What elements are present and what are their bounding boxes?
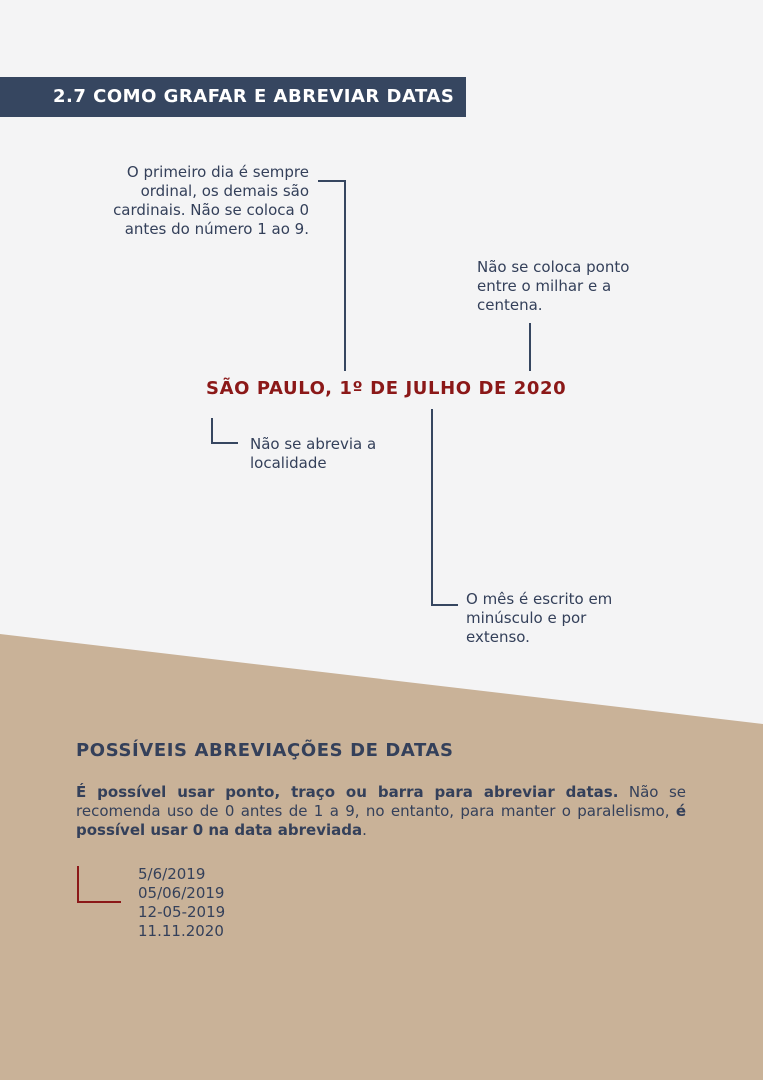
example-item: 5/6/2019 — [138, 865, 206, 883]
note-month: O mês é escrito em minúsculo e por extenso. — [466, 590, 613, 646]
abbreviation-bracket — [78, 866, 121, 902]
connector-localidade — [212, 418, 238, 443]
para-bold-2: é possível usar 0 na data abreviada — [76, 802, 686, 839]
abbreviations-paragraph — [76, 783, 686, 840]
note-ordinal-day: O primeiro dia é sempre ordinal, os demais são cardinais. Não se coloca 0 antes do número 1 ao 9. — [113, 163, 309, 238]
note-thousands-separator: Não se coloca ponto entre o milhar e a centena. — [477, 258, 630, 314]
example-item: 11.11.2020 — [138, 922, 224, 940]
abbreviation-examples — [138, 865, 225, 941]
section-header — [0, 77, 466, 117]
section-title: 2.7 COMO GRAFAR E ABREVIAR DATAS — [53, 86, 455, 107]
connector-ordinal — [318, 181, 345, 371]
note-locality: Não se abrevia a localidade — [250, 435, 377, 472]
para-bold-1: É possível usar ponto, traço ou barra para abreviar datas. — [76, 783, 619, 801]
abbreviations-title: POSSÍVEIS ABREVIAÇÕES DE DATAS — [76, 740, 454, 761]
example-item: 12-05-2019 — [138, 903, 226, 921]
example-date: SÃO PAULO, 1º DE JULHO DE 2020 — [206, 378, 567, 399]
para-end: . — [362, 821, 367, 839]
example-item: 05/06/2019 — [138, 884, 225, 902]
para-text: Não se recomenda uso de 0 antes de 1 a 9, no entanto, para manter o paralelismo, — [76, 783, 687, 820]
connector-mes — [432, 409, 458, 605]
